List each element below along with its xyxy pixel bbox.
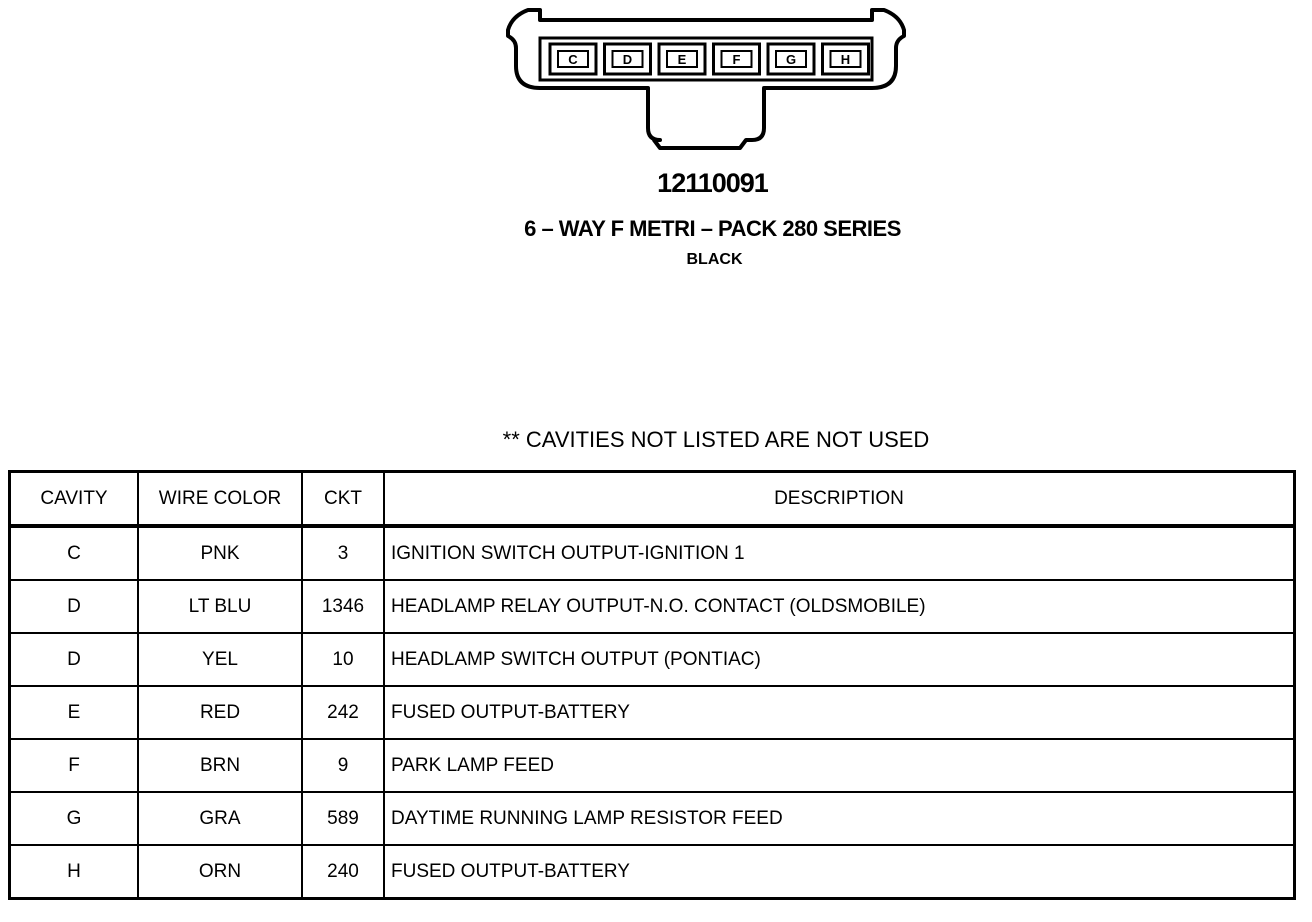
cell-description: PARK LAMP FEED: [384, 739, 1295, 792]
cell-cavity: G: [10, 792, 139, 845]
cell-description: HEADLAMP RELAY OUTPUT-N.O. CONTACT (OLDSMOBILE): [384, 580, 1295, 633]
cell-ckt: 242: [302, 686, 384, 739]
table-row: [10, 686, 1295, 739]
cavity-pin-label: G: [785, 52, 797, 67]
cell-wire-color: ORN: [138, 845, 302, 899]
cell-ckt: 1346: [302, 580, 384, 633]
table-row: [10, 845, 1295, 899]
cavity-pin-label: D: [622, 52, 633, 67]
cell-cavity: F: [10, 739, 139, 792]
connector-diagram: [500, 4, 912, 164]
cell-description: DAYTIME RUNNING LAMP RESISTOR FEED: [384, 792, 1295, 845]
cell-cavity: C: [10, 526, 139, 580]
table-row: [10, 739, 1295, 792]
cavity-pin-label: H: [840, 52, 851, 67]
pinout-table: [8, 470, 1296, 900]
table-row: [10, 580, 1295, 633]
table-row: [10, 792, 1295, 845]
table-row: [10, 633, 1295, 686]
cavity-pin-label: C: [568, 52, 578, 67]
cell-cavity: E: [10, 686, 139, 739]
cell-cavity: H: [10, 845, 139, 899]
table-row: [10, 526, 1295, 580]
header-wire-color: WIRE COLOR: [138, 472, 302, 527]
cell-ckt: 10: [302, 633, 384, 686]
cell-ckt: 240: [302, 845, 384, 899]
cell-description: HEADLAMP SWITCH OUTPUT (PONTIAC): [384, 633, 1295, 686]
header-cavity: CAVITY: [10, 472, 139, 527]
cavity-pin-label: E: [677, 52, 687, 67]
cell-wire-color: GRA: [138, 792, 302, 845]
cell-ckt: 9: [302, 739, 384, 792]
cell-wire-color: LT BLU: [138, 580, 302, 633]
cell-cavity: D: [10, 580, 139, 633]
cell-wire-color: BRN: [138, 739, 302, 792]
cell-wire-color: PNK: [138, 526, 302, 580]
cell-wire-color: YEL: [138, 633, 302, 686]
cell-ckt: 589: [302, 792, 384, 845]
cell-description: FUSED OUTPUT-BATTERY: [384, 845, 1295, 899]
cell-ckt: 3: [302, 526, 384, 580]
cell-description: FUSED OUTPUT-BATTERY: [384, 686, 1295, 739]
connector-title: 6 – WAY F METRI – PACK 280 SERIES: [524, 216, 901, 241]
cell-cavity: D: [10, 633, 139, 686]
header-ckt: CKT: [302, 472, 384, 527]
cell-wire-color: RED: [138, 686, 302, 739]
table-header-row: [10, 472, 1295, 527]
cell-description: IGNITION SWITCH OUTPUT-IGNITION 1: [384, 526, 1295, 580]
connector-color: BLACK: [686, 251, 743, 268]
header-description: DESCRIPTION: [384, 472, 1295, 527]
unused-cavities-note: ** CAVITIES NOT LISTED ARE NOT USED: [502, 427, 930, 452]
part-number: 12110091: [657, 168, 768, 198]
cavity-pin-label: F: [732, 52, 741, 67]
